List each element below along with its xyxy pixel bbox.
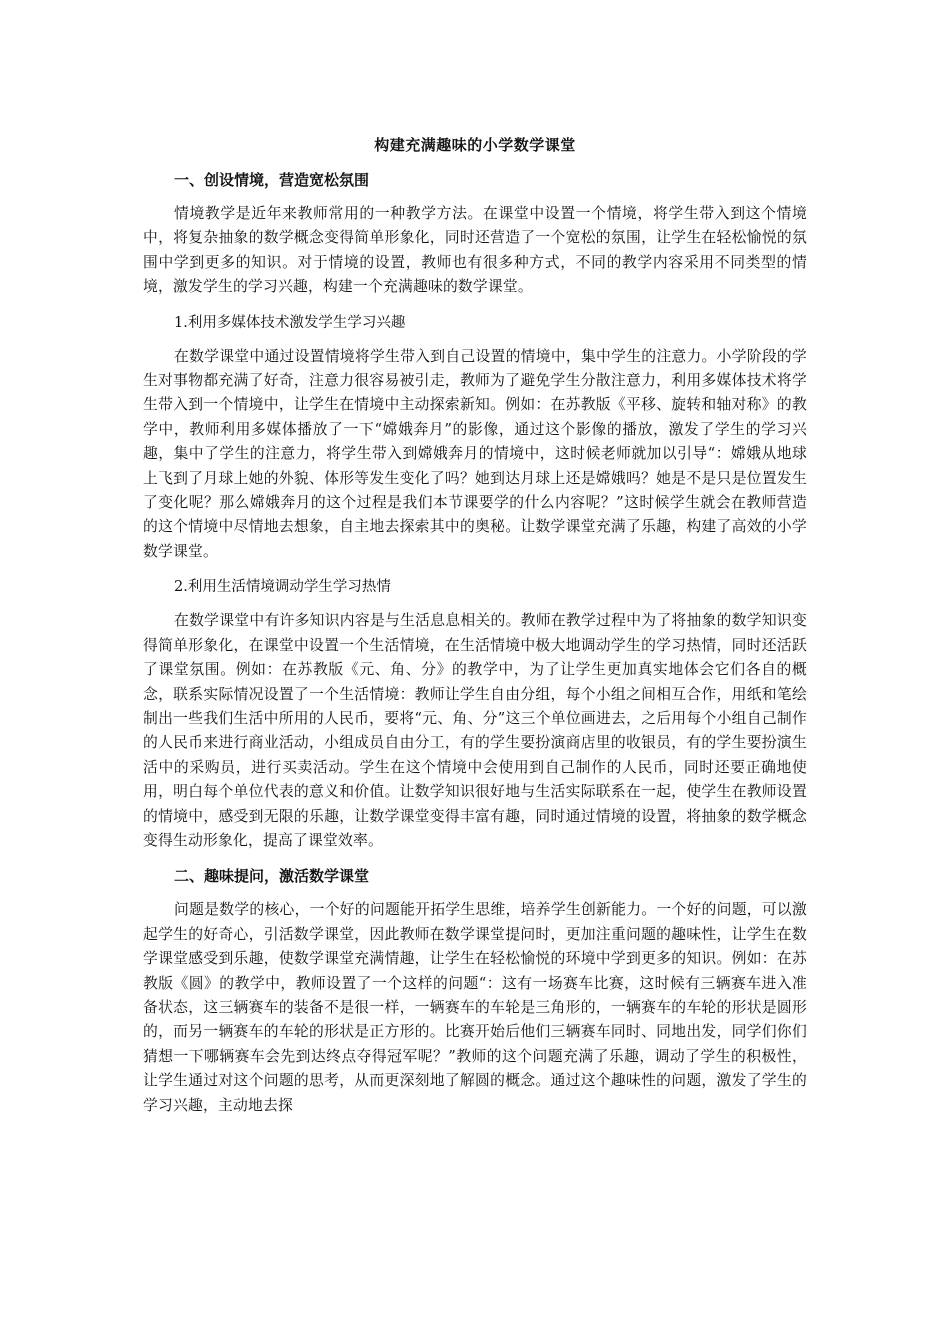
document-page: [143, 132, 807, 1129]
subsection-2-paragraph: 在数学课堂中有许多知识内容是与生活息息相关的。教师在教学过程中为了将抽象的数学知识变得简单形象化，在课堂中设置一个生活情境，在生活情境中极大地调动学生的学习热情，同时还活跃了课堂氛围。例如：在苏教版《元、角、分》的教学中，为了让学生更加真实地体会它们各自的概念，联系实际情况设置了一个生活情境：教师让学生自由分组，每个小组之间相互合作，用纸和笔绘制出一些我们生活中所用的人民币，要将“元、角、分”这三个单位画进去，之后用每个小组自己制作的人民币来进行商业活动，小组成员自由分工，有的学生要扮演商店里的收银员，有的学生要扮演生活中的采购员，进行买卖活动。学生在这个情境中会使用到自己制作的人民币，同时还要正确地使用，明白每个单位代表的意义和价值。让数学知识很好地与生活实际联系在一起，使学生在教师设置的情境中，感受到无限的乐趣，让数学课堂变得丰富有趣，同时通过情境的设置，将抽象的数学概念变得生动形象化，提高了课堂效率。: [143, 612, 807, 849]
section-2-paragraph: 问题是数学的核心，一个好的问题能开拓学生思维，培养学生创新能力。一个好的问题，可以激起学生的好奇心，引活数学课堂，因此教师在数学课堂提问时，更加注重问题的趣味性，让学生在数学课堂感受到乐趣，使数学课堂充满情趣，让学生在轻松愉悦的环境中学到更多的知识。例如：在苏教版《圆》的教学中，教师设置了一个这样的问题“：这有一场赛车比赛，这时候有三辆赛车进入准备状态，这三辆赛车的装备不是很一样，一辆赛车的车轮是三角形的，一辆赛车的车轮的形状是圆形的，而另一辆赛车的车轮的形状是正方形的。比赛开始后他们三辆赛车同时、同地出发，同学们你们猜想一下哪辆赛车会先到达终点夺得冠军呢？”教师的这个问题充满了乐趣，调动了学生的积极性，让学生通过对这个问题的思考，从而更深刻地了解圆的概念。通过这个趣味性的问题，激发了学生的学习兴趣，主动地去探: [143, 901, 807, 1114]
section-1-intro-paragraph: 情境教学是近年来教师常用的一种教学方法。在课堂中设置一个情境，将学生带入到这个情境中，将复杂抽象的数学概念变得简单形象化，同时还营造了一个宽松的氛围，让学生在轻松愉悦的氛围中学到更多的知识。对于情境的设置，教师也有很多种方式，不同的教学内容采用不同类型的情境，激发学生的学习兴趣，构建一个充满趣味的数学课堂。: [143, 205, 807, 296]
document-title: 构建充满趣味的小学数学课堂: [374, 136, 576, 154]
subsection-1-paragraph: 在数学课堂中通过设置情境将学生带入到自己设置的情境中，集中学生的注意力。小学阶段的学生对事物都充满了好奇，注意力很容易被引走，教师为了避免学生分散注意力，利用多媒体技术将学生带入到一个情境中，让学生在情境中主动探索新知。例如：在苏教版《平移、旋转和轴对称》的教学中，教师利用多媒体播放了一下“嫦娥奔月”的影像，通过这个影像的播放，激发了学生的学习兴趣，集中了学生的注意力，将学生带入到嫦娥奔月的情境中，这时候老师就加以引导“：嫦娥从地球上飞到了月球上她的外貌、体形等发生变化了吗？她到达月球上还是嫦娥吗？她是不是只是位置发生了变化呢？那么嫦娥奔月的这个过程是我们本节课要学的什么内容呢？”这时候学生就会在教师营造的这个情境中尽情地去想象，自主地去探索其中的奥秘。让数学课堂充满了乐趣，构建了高效的小学数学课堂。: [143, 347, 807, 560]
section-2-heading: 二、趣味提问，激活数学课堂: [174, 867, 370, 886]
subsection-1-heading: 1.利用多媒体技术激发学生学习兴趣: [174, 314, 406, 331]
subsection-2-heading: 2.利用生活情境调动学生学习热情: [174, 579, 391, 596]
section-1-heading: 一、创设情境，营造宽松氛围: [174, 171, 370, 189]
